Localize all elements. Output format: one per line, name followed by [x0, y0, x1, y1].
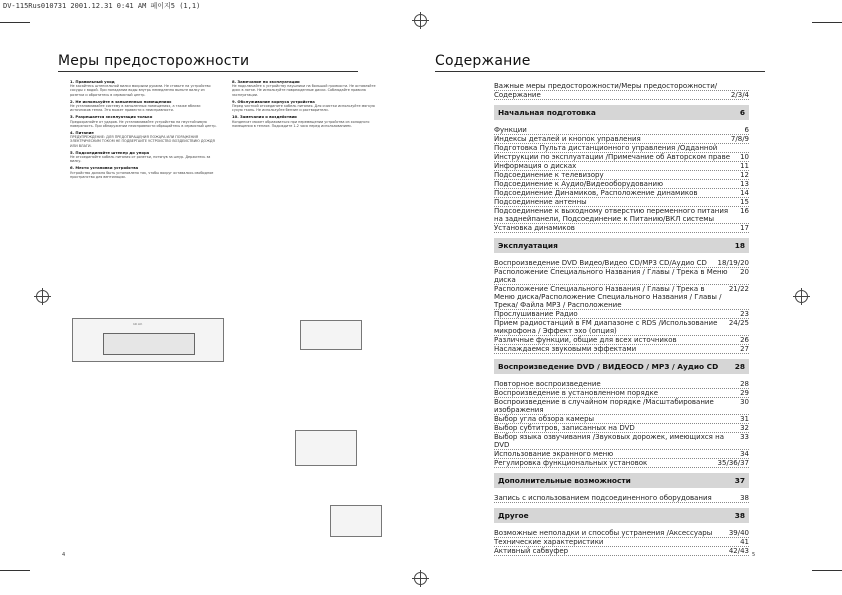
toc-line-text: Расположение Специального Названия / Главы / Трека в Меню диска/Расположение Специального Названия / Главы / Трека/ Файла MP3 / Расположение: [494, 285, 722, 309]
section-title: Воспроизведение DVD / ВИДЕОСD / MP3 / Аудио CD: [498, 362, 719, 371]
toc-line[interactable]: [494, 538, 749, 547]
toc-line[interactable]: [494, 91, 749, 100]
toc-line[interactable]: [494, 336, 749, 345]
toc-line[interactable]: [494, 547, 749, 556]
toc-line[interactable]: [494, 82, 749, 91]
precaution-body: Не касайтесь штепсельной вилки мокрыми руками. Не ставьте на устройство сосуды с водой. При попадании воды внутрь немедленно выньте вилку из розетки и обратитесь в сервисный центр.: [70, 84, 211, 97]
toc-section-header[interactable]: [494, 359, 749, 374]
toc-line[interactable]: [494, 259, 749, 268]
toc-line[interactable]: [494, 389, 749, 398]
toc-line-text: Запись с использованием подсоединенного оборудования: [494, 494, 712, 502]
toc-line[interactable]: [494, 424, 749, 433]
precaution-item-6: [70, 166, 220, 179]
toc-line-text: Подсоединение к телевизору: [494, 171, 604, 179]
precaution-item-4: [70, 131, 220, 148]
toc-line-text: Различные функции, общие для всех источников: [494, 336, 677, 344]
toc-line-page: 31: [740, 415, 749, 423]
toc-line[interactable]: [494, 450, 749, 459]
toc-line-page: 26: [740, 336, 749, 344]
toc-line-text: Использование экранного меню: [494, 450, 614, 458]
left-page-title: Меры предосторожности: [58, 53, 250, 69]
toc-line-page: 2/3/4: [730, 91, 749, 99]
toc-line-page: 11: [740, 162, 749, 170]
precaution-body: Предохраняйте от ударов. Не устанавливайте устройство на неустойчивую поверхность. При обнаружении неисправности обращайтесь в сервисный центр.: [70, 119, 217, 128]
precaution-item-9: [232, 100, 382, 113]
toc-line-page: 27: [740, 345, 749, 353]
toc-line-page: 7/8/9: [730, 135, 749, 143]
section-page: 28: [734, 362, 745, 371]
section-title: Другое: [498, 511, 529, 520]
toc-section-header[interactable]: [494, 473, 749, 488]
toc-section-header[interactable]: [494, 105, 749, 120]
toc-line-text: Подсоединение к выходному отверстию переменного питания на заднейпанели, Подсоединение к Питанию/ВКЛ системы: [494, 207, 729, 223]
toc-line-page: 38: [740, 494, 749, 502]
toc-section-header[interactable]: [494, 238, 749, 253]
toc-line-text: Воспроизведение в случайном порядке /Масштабирование изображения: [494, 398, 714, 414]
precaution-body: Устройство должно быть установлено так, чтобы вокруг оставалось свободное пространство для вентиляции.: [70, 170, 214, 179]
toc-line-text: Выбор субтитров, записанных на DVD: [494, 424, 635, 432]
toc-line-page: 14: [740, 189, 749, 197]
precaution-body: Не подключайте к устройству наушники на большой громкости. Не оставляйте диск в лотке. Не используйте поврежденные диски. Соблюдайте правила эксплуатации.: [232, 84, 376, 97]
toc-line-text: Воспроизведение в установленном порядке: [494, 389, 659, 397]
toc-line[interactable]: [494, 171, 749, 180]
toc-line-text: Установка динамиков: [494, 224, 575, 232]
toc-line[interactable]: [494, 144, 749, 153]
toc-line[interactable]: [494, 224, 749, 233]
toc-line[interactable]: [494, 198, 749, 207]
precaution-head: 8. Замечание по эксплуатации: [232, 79, 300, 84]
toc-line-text: Воспроизведение DVD Видео/Видео CD/MP3 CD/Аудио CD: [494, 259, 707, 267]
toc-line-text: Повторное воспроизведение: [494, 380, 601, 388]
receiver-drawing: [103, 333, 195, 355]
section-title: Эксплуатация: [498, 241, 558, 250]
toc-line-text: Возможные неполадки и способы устранения /Аксессуары: [494, 529, 713, 537]
toc-line-page: [746, 144, 749, 152]
left-column-2: [232, 80, 382, 131]
right-page-number: 5: [752, 552, 756, 558]
toc-line-page: 28: [740, 380, 749, 388]
precaution-head: 4. Питание: [70, 130, 94, 136]
toc-line-page: 32: [740, 424, 749, 432]
toc-line-text: Прослушивание Радио: [494, 310, 578, 318]
toc-line[interactable]: [494, 268, 749, 285]
precaution-head: 3. Разрешается эксплуатация только: [70, 114, 153, 120]
toc-line-page: 12: [740, 171, 749, 179]
toc-line[interactable]: [494, 135, 749, 144]
toc-line-text: Регулировка функциональных установок: [494, 459, 648, 467]
precaution-head: 5. Подсоединяйте штекер до упора: [70, 149, 150, 155]
handling-illustration: [295, 430, 357, 466]
toc-line[interactable]: [494, 310, 749, 319]
toc-line-page: 33: [740, 433, 749, 441]
toc-line[interactable]: [494, 415, 749, 424]
toc-line-text: Выбор языка озвучивания /Звуковых дорожек, имеющихся на DVD: [494, 433, 724, 449]
toc-line-page: 6: [744, 126, 749, 134]
toc-line[interactable]: [494, 189, 749, 198]
section-page: 6: [739, 108, 745, 117]
toc-line-page: 24/25: [728, 319, 749, 327]
toc-line[interactable]: [494, 345, 749, 354]
precaution-item-8: [232, 80, 382, 97]
precaution-item-1: [70, 80, 220, 97]
toc-line-text: Подготовка Пульта дистанционного управления /Одданной: [494, 144, 718, 152]
right-title-rule: [435, 71, 765, 72]
toc-line[interactable]: [494, 153, 749, 162]
toc-line-text: Индексы деталей и кнопок управления: [494, 135, 641, 143]
precaution-item-10: [232, 115, 382, 128]
toc-line-page: 15: [740, 198, 749, 206]
toc-line[interactable]: [494, 459, 749, 468]
cable-illustration: [300, 320, 362, 350]
precaution-item-2: [70, 100, 220, 113]
toc-line-text: Прием радиостанций в FM диапазоне с RDS /Использование микрофона / Эффект эхо (опция): [494, 319, 718, 335]
toc-line-page: 16: [740, 207, 749, 215]
toc-line-text: Важные меры предосторожности/Меры предосторожности/: [494, 82, 718, 90]
precaution-body: Не устанавливайте систему в запыленных помещениях, а также вблизи источников тепла. Это может привести к неисправности.: [70, 104, 201, 113]
toc-line[interactable]: [494, 494, 749, 503]
toc-line-page: 20: [740, 268, 749, 276]
toc-line-text: Выбор угла обзора камеры: [494, 415, 595, 423]
precaution-body: Конденсат может образоваться при перемещении устройства из холодного помещения в теплое. Подождите 1-2 часа перед использованием.: [232, 119, 370, 128]
toc-line-page: 30: [740, 398, 749, 406]
toc-line-page: 34: [740, 450, 749, 458]
toc-line-text: Подсоединение к Аудио/Видеооборудованию: [494, 180, 663, 188]
toc-line-page: [746, 82, 749, 90]
toc-line[interactable]: [494, 126, 749, 135]
precaution-head: 10. Замечания о воздействии: [232, 114, 297, 120]
toc-line-page: 21/22: [728, 285, 749, 293]
toc-line-page: 35/36/37: [717, 459, 749, 467]
left-title-rule: [58, 71, 358, 72]
toc-line-page: 18/19/20: [717, 259, 749, 267]
toc-section-header[interactable]: [494, 508, 749, 523]
toc-line[interactable]: [494, 162, 749, 171]
section-page: 37: [734, 476, 745, 485]
section-title: Дополнительные возможности: [498, 476, 631, 485]
toc-line-text: Подсоединение антенны: [494, 198, 587, 206]
section-page: 18: [734, 241, 745, 250]
toc-line-page: 17: [740, 224, 749, 232]
precaution-body: ПРЕДУПРЕЖДЕНИЕ: ДЛЯ ПРЕДОТВРАЩЕНИЯ ПОЖАРА ИЛИ ПОРАЖЕНИЯ ЭЛЕКТРИЧЕСКИМ ТОКОМ НЕ ПОДВЕРГАЙТЕ УСТРОЙСТВО ВОЗДЕЙСТВИЮ ДОЖДЯ ИЛИ ВЛАГИ.: [70, 135, 215, 148]
ventilation-illustration: [72, 318, 224, 362]
toc-line-text: Расположение Специального Названия / Главы / Трека в Меню диска: [494, 268, 728, 284]
toc-line-text: Активный сабвуфер: [494, 547, 569, 555]
precaution-body: Не отсоединяйте кабель питания от розетки, потянув за шнур. Держитесь за вилку.: [70, 155, 211, 164]
toc-line-text: Инструкции по эксплуатации /Примечание об Авторском праве: [494, 153, 731, 161]
toc-line[interactable]: [494, 380, 749, 389]
precaution-head: 6. Место установки устройства: [70, 165, 139, 171]
toc-line[interactable]: [494, 433, 749, 450]
table-of-contents: [494, 82, 749, 556]
toc-line[interactable]: [494, 285, 749, 310]
left-column-1: [70, 80, 220, 182]
toc-line[interactable]: [494, 180, 749, 189]
clearance-label: 10 cm: [133, 322, 143, 326]
toc-line-page: 10: [740, 153, 749, 161]
precaution-item-5: [70, 151, 220, 164]
toc-line[interactable]: [494, 319, 749, 336]
toc-line[interactable]: [494, 398, 749, 415]
toc-line-page: 39/40: [728, 529, 749, 537]
toc-line-text: Содержание: [494, 91, 541, 99]
left-page-number: 4: [62, 552, 66, 558]
toc-line-page: 42/43: [728, 547, 749, 555]
precaution-head: 1. Правильный уход: [70, 79, 115, 84]
toc-line-text: Подсоединение Динамиков, Расположение динамиков: [494, 189, 698, 197]
precaution-body: Перед чисткой отсоедините кабель питания. Для очистки используйте мягкую сухую ткань. Не используйте бензин и растворители.: [232, 104, 375, 113]
toc-line[interactable]: [494, 207, 749, 224]
toc-line-text: Наслаждаемся звуковыми эффектами: [494, 345, 637, 353]
toc-line[interactable]: [494, 529, 749, 538]
precaution-head: 2. Не используйте в запыленных помещениях: [70, 98, 172, 104]
toc-line-text: Функции: [494, 126, 527, 134]
precaution-item-3: [70, 115, 220, 128]
print-header-line: DV-115Rus010731 2001.12.31 0:41 AM 페이지5 (1,1): [3, 2, 201, 10]
toc-line-text: Технические характеристики: [494, 538, 604, 546]
toc-line-page: 13: [740, 180, 749, 188]
toc-line-page: 23: [740, 310, 749, 318]
disc-illustration: [330, 505, 382, 537]
toc-line-page: 41: [740, 538, 749, 546]
toc-line-page: 29: [740, 389, 749, 397]
precaution-head: 9. Обслуживание корпуса устройства: [232, 98, 315, 104]
right-page-title: Содержание: [435, 53, 531, 69]
toc-line-text: Информация о дисках: [494, 162, 577, 170]
section-title: Начальная подготовка: [498, 108, 596, 117]
section-page: 38: [734, 511, 745, 520]
